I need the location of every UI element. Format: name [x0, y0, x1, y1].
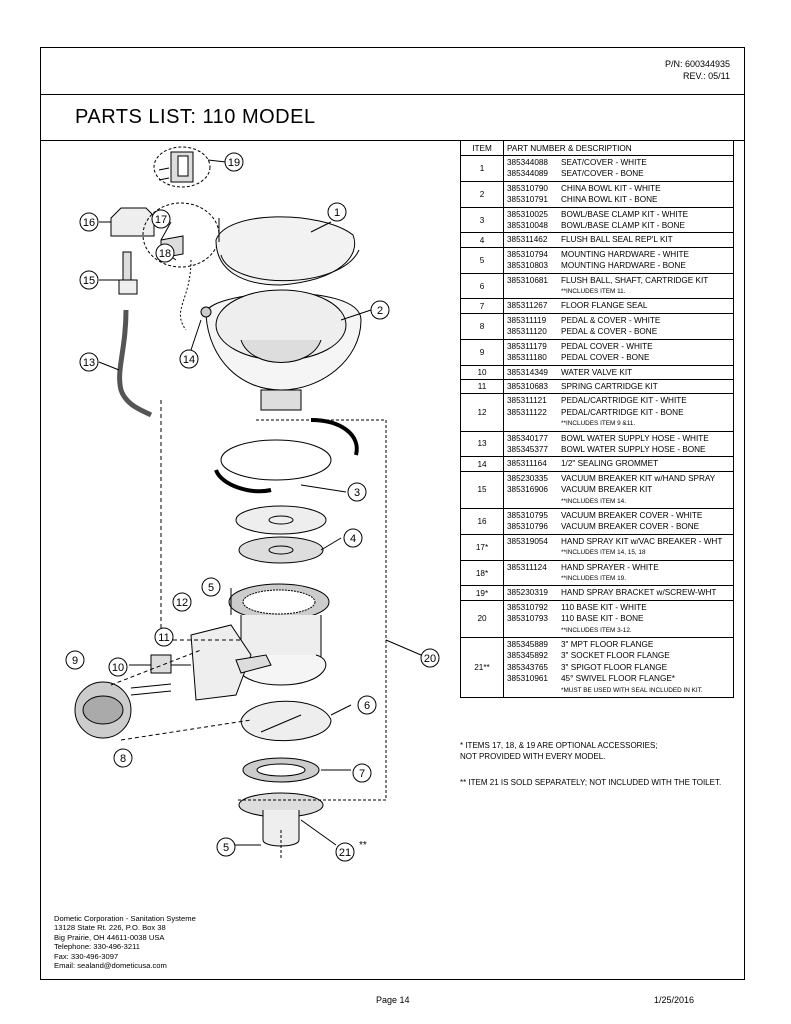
part-number: 385316906 [507, 485, 548, 495]
part-description: SPRING CARTRIDGE KIT [561, 381, 658, 391]
part-line [507, 326, 730, 337]
item-number: 6 [461, 273, 504, 299]
part-description: HAND SPRAYER - WHITE [561, 562, 659, 572]
part-line [507, 209, 730, 220]
svg-text:17: 17 [154, 214, 168, 226]
part-line [507, 352, 730, 363]
part-number: 385310803 [507, 261, 548, 271]
note-text: **INCLUDES ITEM 9 &11. [561, 420, 636, 428]
part-description: 110 BASE KIT - WHITE [561, 602, 647, 612]
note-text: **INCLUDES ITEM 14, 15, 18 [561, 549, 646, 557]
part-line [507, 194, 730, 205]
part-description-cell [504, 181, 734, 207]
part-description: BOWL/BASE CLAMP KIT - BONE [561, 221, 685, 231]
item-number: 3 [461, 207, 504, 233]
sealing-grommet-drawing [201, 307, 211, 317]
svg-text:18: 18 [158, 248, 172, 260]
part-description: VACUUM BREAKER KIT w/HAND SPRAY [561, 473, 716, 483]
table-row [461, 638, 734, 698]
callout-5-upper [202, 578, 220, 596]
svg-text:5: 5 [207, 582, 215, 594]
part-description: PEDAL & COVER - BONE [561, 327, 658, 337]
vacuum-breaker-drawing [119, 252, 137, 294]
part-description-cell [504, 586, 734, 600]
part-number: 385311122 [507, 407, 547, 417]
item-number: 16 [461, 508, 504, 534]
item-number: 13 [461, 431, 504, 457]
item-number: 2 [461, 181, 504, 207]
part-description-cell [504, 207, 734, 233]
part-description: WATER VALVE KIT [561, 367, 633, 377]
part-number: 385310790 [507, 183, 548, 193]
note-line: * ITEMS 17, 18, & 19 ARE OPTIONAL ACCESSORIES; [460, 741, 658, 750]
part-note [507, 418, 730, 429]
svg-text:15: 15 [82, 275, 96, 287]
part-description-cell [504, 431, 734, 457]
note-sold-separately: ** ITEM 21 IS SOLD SEPARATELY; NOT INCLUDED WITH THE TOILET. [460, 778, 722, 787]
revision: REV.: 05/11 [682, 71, 730, 81]
item-number: 21** [461, 638, 504, 698]
part-description-cell [504, 600, 734, 637]
callout-3 [348, 483, 366, 501]
note-indent [507, 286, 561, 297]
callout-12 [173, 593, 191, 611]
part-number: 385310791 [507, 195, 548, 205]
svg-text:8: 8 [119, 753, 127, 765]
table-row [461, 431, 734, 457]
part-description-cell [504, 339, 734, 365]
part-number: 385345889 [507, 640, 548, 650]
part-number: 385344089 [507, 169, 548, 179]
address-line: 13128 State Rt. 226, P.O. Box 38 [54, 923, 166, 933]
part-line [507, 673, 730, 684]
part-line [507, 433, 730, 444]
note-indent [507, 625, 561, 636]
part-line [507, 587, 730, 598]
table-row [461, 247, 734, 273]
part-description: FLUSH BALL, SHAFT, CARTRIDGE KIT [561, 275, 709, 285]
part-description-cell [504, 247, 734, 273]
part-description: CHINA BOWL KIT - WHITE [561, 183, 661, 193]
table-row [461, 299, 734, 313]
part-number: 385230335 [507, 473, 548, 483]
pedal-cover-detail [83, 696, 123, 724]
svg-text:10: 10 [111, 662, 125, 674]
vacuum-breaker-cover-drawing [111, 208, 154, 236]
part-number: 385345892 [507, 651, 548, 661]
part-number: 385311179 [507, 341, 547, 351]
part-description: PEDAL & COVER - WHITE [561, 315, 661, 325]
part-line [507, 484, 730, 495]
item-number: 9 [461, 339, 504, 365]
china-bowl-drawing [206, 290, 361, 410]
page-number: Page 14 [376, 995, 410, 1005]
part-line [507, 249, 730, 260]
part-description-cell [504, 471, 734, 508]
contact-block [54, 914, 196, 970]
svg-text:13: 13 [82, 357, 96, 369]
note-text: *MUST BE USED WITH SEAL INCLUDED IN KIT. [561, 686, 703, 694]
part-description: 45° SWIVEL FLOOR FLANGE* [561, 674, 675, 684]
table-row [461, 156, 734, 182]
callout-1 [328, 203, 346, 221]
note-indent [507, 547, 561, 558]
part-description: HAND SPRAY BRACKET w/SCREW-WHT [561, 588, 717, 598]
part-line [507, 168, 730, 179]
part-line [507, 444, 730, 455]
item-number: 11 [461, 379, 504, 393]
table-row [461, 600, 734, 637]
fax: Fax: 330-496-3097 [54, 951, 119, 961]
svg-text:4: 4 [349, 533, 357, 545]
part-description: VACUUM BREAKER COVER - WHITE [561, 510, 703, 520]
item-number: 20 [461, 600, 504, 637]
item-number: 12 [461, 394, 504, 431]
part-line [507, 157, 730, 168]
part-description: PEDAL COVER - WHITE [561, 341, 653, 351]
part-line [507, 220, 730, 231]
callout-2 [371, 301, 389, 319]
part-number: 385344088 [507, 158, 548, 167]
water-supply-hose-drawing [120, 310, 151, 415]
svg-text:7: 7 [358, 768, 366, 780]
part-description-cell [504, 534, 734, 560]
part-line [507, 300, 730, 311]
callout-14 [180, 350, 198, 368]
part-line [507, 367, 730, 378]
part-line [507, 395, 730, 406]
part-description: 110 BASE KIT - BONE [561, 614, 644, 624]
part-number: 385310025 [507, 209, 548, 219]
callout-11 [155, 628, 173, 646]
item-number: 5 [461, 247, 504, 273]
part-line [507, 602, 730, 613]
flush-ball-drawing [241, 701, 331, 740]
part-line [507, 275, 730, 286]
part-number: 385311120 [507, 327, 547, 337]
column-header-item: ITEM [461, 141, 504, 156]
part-note [507, 625, 730, 636]
email: Email: sealand@dometicusa.com [54, 961, 167, 971]
parts-table [460, 140, 734, 698]
part-description: PEDAL COVER - BONE [561, 353, 650, 363]
item-number: 4 [461, 233, 504, 247]
table-row [461, 339, 734, 365]
note-text: **INCLUDES ITEM 3-12. [561, 626, 632, 634]
address-line: Big Prairie, OH 44611-0038 USA [54, 932, 165, 942]
callout-17 [152, 210, 170, 228]
item-number: 17* [461, 534, 504, 560]
note-optional-accessories [460, 740, 740, 762]
part-note [507, 547, 730, 558]
table-row [461, 508, 734, 534]
table-header-row [461, 141, 734, 156]
part-description: 1/2" SEALING GROMMET [561, 459, 659, 469]
flush-ball-seal-drawing [236, 506, 326, 563]
part-number: 385310795 [507, 510, 548, 520]
item-number: 18* [461, 560, 504, 586]
part-line [507, 650, 730, 661]
part-description-cell [504, 365, 734, 379]
part-number: 385310796 [507, 522, 548, 532]
part-line [507, 639, 730, 650]
column-header-description: PART NUMBER & DESCRIPTION [504, 141, 734, 156]
callout-18 [156, 244, 174, 262]
print-date: 1/25/2016 [654, 995, 695, 1005]
callout-4 [344, 529, 362, 547]
part-number: 385230319 [507, 588, 548, 598]
part-description: 3" SOCKET FLOOR FLANGE [561, 651, 670, 661]
item-number: 10 [461, 365, 504, 379]
note-indent [507, 685, 561, 696]
notes [460, 740, 740, 803]
part-number: 385311124 [507, 562, 547, 572]
svg-text:20: 20 [423, 653, 437, 665]
part-number: 385345377 [507, 444, 548, 454]
svg-text:9: 9 [71, 655, 79, 667]
part-description: FLUSH BALL SEAL REP'L KIT [561, 235, 673, 245]
part-description: MOUNTING HARDWARE - WHITE [561, 249, 689, 259]
part-description: PEDAL/CARTRIDGE KIT - WHITE [561, 396, 687, 406]
part-line [507, 315, 730, 326]
part-description: SEAT/COVER - BONE [561, 169, 644, 179]
callout-15 [80, 271, 98, 289]
note-indent [507, 418, 561, 429]
part-line [507, 562, 730, 573]
part-description: 3" MPT FLOOR FLANGE [561, 640, 654, 650]
part-number: 385340177 [507, 433, 548, 443]
bowl-base-clamp-drawing [216, 420, 357, 491]
part-line [507, 183, 730, 194]
part-line [507, 521, 730, 532]
pedal-screws-drawing [131, 684, 171, 695]
part-line [507, 536, 730, 547]
callout-20 [421, 649, 439, 667]
item-number: 15 [461, 471, 504, 508]
part-description: VACUUM BREAKER KIT [561, 485, 653, 495]
table-row [461, 365, 734, 379]
table-row [461, 394, 734, 431]
note-text: **INCLUDES ITEM 11. [561, 288, 626, 296]
part-line [507, 407, 730, 418]
part-line [507, 341, 730, 352]
item-number: 7 [461, 299, 504, 313]
seat-cover-drawing [216, 217, 359, 285]
part-description: HAND SPRAY KIT w/VAC BREAKER - WHT [561, 536, 723, 546]
part-note [507, 496, 730, 507]
svg-text:21: 21 [338, 847, 352, 859]
part-number: 385343765 [507, 662, 548, 672]
table-row [461, 471, 734, 508]
part-number: 385311121 [507, 396, 547, 406]
company-name: Dometic Corporation - Sanitation Systeme [54, 914, 196, 923]
part-description-cell [504, 156, 734, 182]
part-description-cell [504, 560, 734, 586]
item-number: 1 [461, 156, 504, 182]
part-note [507, 685, 730, 696]
part-description-cell [504, 233, 734, 247]
part-line [507, 510, 730, 521]
part-description: CHINA BOWL KIT - BONE [561, 195, 658, 205]
svg-text:19: 19 [227, 157, 241, 169]
table-row [461, 534, 734, 560]
table-row [461, 181, 734, 207]
part-line [507, 260, 730, 271]
exploded-parts-diagram [41, 140, 437, 880]
part-description: FLOOR FLANGE SEAL [561, 301, 648, 311]
note-text: **INCLUDES ITEM 14. [561, 497, 626, 505]
part-note [507, 286, 730, 297]
part-note [507, 573, 730, 584]
callout-9 [66, 651, 84, 669]
svg-text:2: 2 [376, 305, 384, 317]
part-description: VACUUM BREAKER COVER - BONE [561, 522, 700, 532]
table-row [461, 233, 734, 247]
part-description-cell [504, 379, 734, 393]
callout-13 [80, 353, 98, 371]
part-description: BOWL WATER SUPPLY HOSE - BONE [561, 444, 706, 454]
table-row [461, 313, 734, 339]
part-number: 385314349 [507, 367, 548, 377]
part-description-cell [504, 508, 734, 534]
part-number: 385319054 [507, 536, 548, 546]
parts-table-body [461, 156, 734, 698]
part-number: 385311119 [507, 315, 547, 325]
callout-6 [358, 696, 376, 714]
svg-text:14: 14 [182, 354, 196, 366]
part-description: SEAT/COVER - WHITE [561, 158, 647, 167]
table-row [461, 457, 734, 471]
part-number: P/N: 600344935 [664, 59, 730, 69]
part-line [507, 381, 730, 392]
svg-text:12: 12 [175, 597, 189, 609]
part-description-cell [504, 299, 734, 313]
part-description: BOWL WATER SUPPLY HOSE - WHITE [561, 433, 709, 443]
part-description-cell [504, 457, 734, 471]
part-number: 385311180 [507, 353, 547, 363]
part-number: 385310793 [507, 614, 548, 624]
callout-16 [80, 213, 98, 231]
part-line [507, 613, 730, 624]
note-text: **INCLUDES ITEM 19. [561, 575, 626, 582]
part-number: 385310683 [507, 381, 548, 391]
part-description-cell [504, 394, 734, 431]
part-number: 385310792 [507, 602, 548, 612]
part-description: BOWL/BASE CLAMP KIT - WHITE [561, 209, 689, 219]
part-description-cell [504, 638, 734, 698]
page-title: PARTS LIST: 110 MODEL [75, 106, 316, 128]
part-number: 385311164 [507, 459, 547, 469]
callout-10 [109, 658, 127, 676]
part-number: 385310681 [507, 275, 548, 285]
header-divider [41, 94, 744, 95]
part-line [507, 458, 730, 469]
svg-text:1: 1 [333, 207, 341, 219]
svg-text:11: 11 [158, 632, 170, 644]
note-line: NOT PROVIDED WITH EVERY MODEL. [460, 752, 606, 761]
svg-text:3: 3 [353, 487, 361, 499]
part-description: 3" SPIGOT FLOOR FLANGE [561, 662, 668, 672]
floor-flange-drawing [239, 793, 323, 846]
svg-text:16: 16 [82, 217, 96, 229]
part-description-cell [504, 313, 734, 339]
part-number: 385311267 [507, 301, 548, 311]
item-number: 8 [461, 313, 504, 339]
note-indent [507, 573, 561, 584]
part-line [507, 662, 730, 673]
part-number: 385310048 [507, 221, 548, 231]
part-number: 385310961 [507, 674, 548, 684]
svg-text:6: 6 [363, 700, 371, 712]
item-number: 19* [461, 586, 504, 600]
floor-flange-seal-detail [257, 764, 305, 776]
callout-7 [353, 764, 371, 782]
part-line [507, 234, 730, 245]
table-row [461, 207, 734, 233]
part-number: 385311462 [507, 235, 548, 245]
spray-bracket-drawing [159, 152, 193, 182]
callout-8 [114, 749, 132, 767]
note-indent [507, 496, 561, 507]
table-row [461, 273, 734, 299]
callout-19 [225, 153, 243, 171]
part-description: PEDAL/CARTRIDGE KIT - BONE [561, 407, 684, 417]
telephone: Telephone: 330-496-3211 [54, 942, 140, 952]
callout-21 [336, 843, 354, 861]
callout-21-suffix: ** [359, 840, 367, 851]
table-row [461, 379, 734, 393]
item-number: 14 [461, 457, 504, 471]
svg-text:5: 5 [222, 842, 230, 854]
part-line [507, 473, 730, 484]
table-row [461, 586, 734, 600]
water-valve-drawing [129, 655, 191, 673]
part-number: 385310794 [507, 249, 548, 259]
part-description-cell [504, 273, 734, 299]
callout-5-lower [217, 838, 235, 856]
part-description: MOUNTING HARDWARE - BONE [561, 261, 686, 271]
table-row [461, 560, 734, 586]
part-number-block [665, 58, 730, 82]
